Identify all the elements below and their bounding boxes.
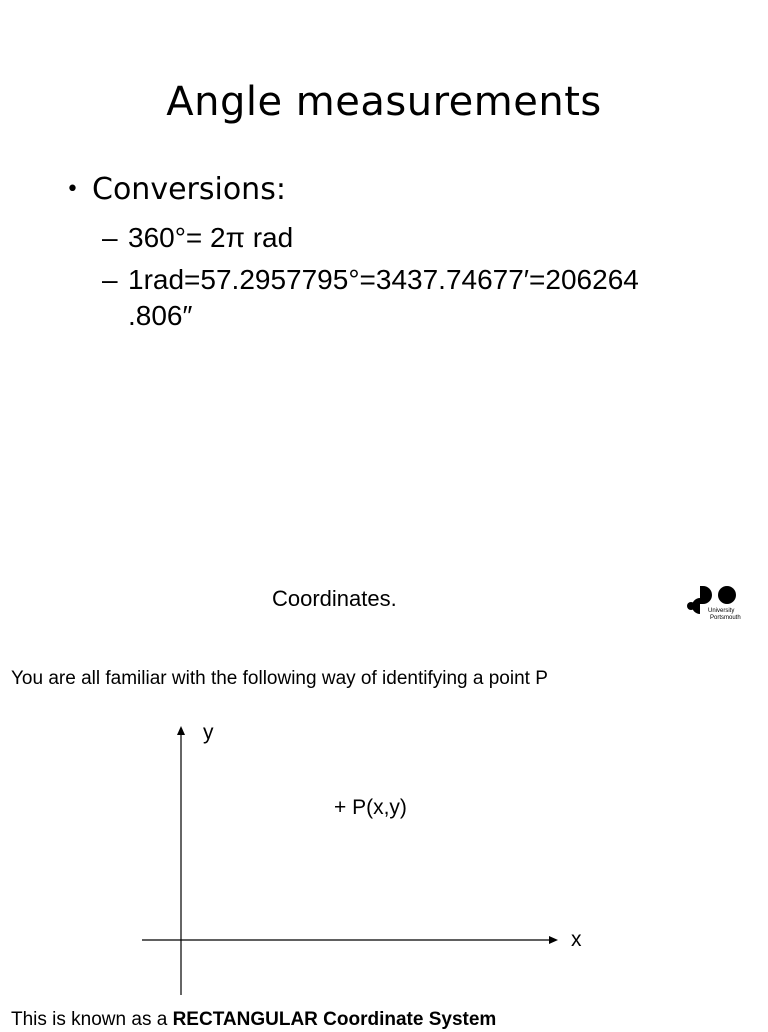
footer-prefix: This is known as a <box>11 1009 173 1030</box>
conversion-text: 360°= 2π rad <box>128 222 294 253</box>
conversion-item <box>102 220 293 256</box>
university-logo <box>686 584 750 624</box>
coordinate-axes <box>130 720 570 1000</box>
x-axis-label: x <box>571 928 582 951</box>
svg-text:Portsmouth: Portsmouth <box>710 615 741 621</box>
slide-title: Angle measurements <box>166 79 602 125</box>
y-axis-arrow-icon <box>177 726 185 735</box>
bullet-label: Conversions: <box>92 172 286 207</box>
conversion-item <box>102 262 639 298</box>
dash-icon: – <box>102 222 118 253</box>
point-label: + P(x,y) <box>334 796 407 819</box>
y-axis-label: y <box>203 721 214 744</box>
conversion-text-continued: .806″ <box>128 300 193 331</box>
bullet-conversions <box>66 170 286 210</box>
coordinates-title: Coordinates. <box>272 586 397 611</box>
dash-icon: – <box>102 264 118 295</box>
footer-text <box>11 1008 496 1032</box>
conversion-text: 1rad=57.2957795°=3437.74677′=206264 <box>128 264 639 295</box>
intro-text: You are all familiar with the following way of identifying a point P <box>11 668 548 689</box>
x-axis-arrow-icon <box>549 936 558 944</box>
bullet-icon: • <box>66 177 79 202</box>
svg-text:University: University <box>708 608 735 614</box>
footer-bold: RECTANGULAR Coordinate System <box>172 1009 497 1030</box>
